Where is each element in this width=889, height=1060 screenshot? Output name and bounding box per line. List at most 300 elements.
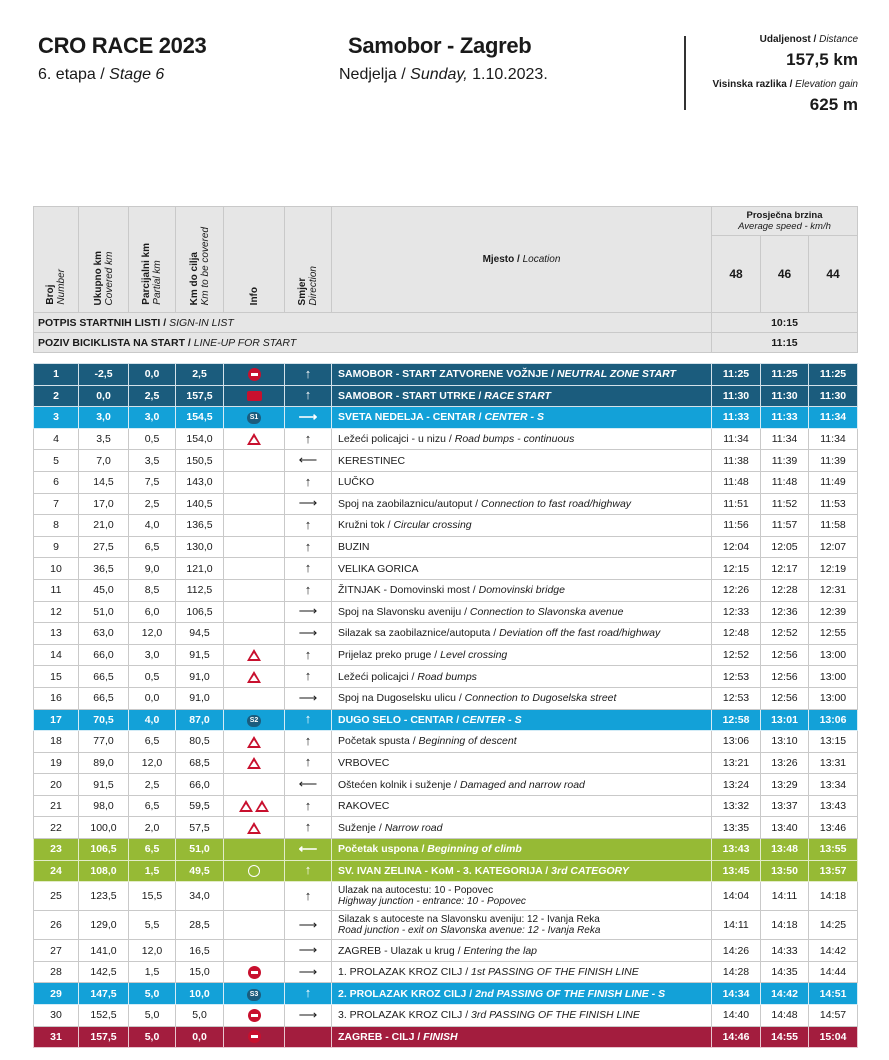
cell-time-44: 13:57 <box>809 860 858 882</box>
cell-covered-km: 142,5 <box>79 961 129 983</box>
cell-direction <box>285 709 332 731</box>
cell-time-44: 11:34 <box>809 428 858 450</box>
cell-location: SV. IVAN ZELINA - KoM - 3. KATEGORIJA / 3rd CATEGORY <box>332 860 712 882</box>
cell-location: VRBOVEC <box>332 752 712 774</box>
cell-info <box>224 774 285 796</box>
cell-direction <box>285 558 332 580</box>
cell-direction <box>285 450 332 472</box>
cell-number: 5 <box>34 450 79 472</box>
cell-partial-km: 0,0 <box>129 687 176 709</box>
cell-partial-km: 3,5 <box>129 450 176 472</box>
cell-partial-km: 3,0 <box>129 644 176 666</box>
cell-direction <box>285 860 332 882</box>
cell-number: 4 <box>34 428 79 450</box>
cell-location: SAMOBOR - START UTRKE / RACE START <box>332 385 712 407</box>
cell-km-to-go: 34,0 <box>176 882 224 911</box>
right-arrow-icon: ⟶ <box>298 916 318 932</box>
cell-direction <box>285 515 332 537</box>
cell-covered-km: 70,5 <box>79 709 129 731</box>
cell-time-48: 12:33 <box>712 601 761 623</box>
speed-46: 46 <box>761 236 809 313</box>
cell-time-46: 11:34 <box>761 428 809 450</box>
cell-time-46: 12:56 <box>761 644 809 666</box>
finish-circle-icon <box>248 1030 261 1043</box>
stage-date: Nedjelja / Sunday, 1.10.2023. <box>339 66 548 83</box>
cell-partial-km: 6,5 <box>129 731 176 753</box>
cell-info <box>224 601 285 623</box>
cell-time-46: 12:17 <box>761 558 809 580</box>
cell-covered-km: 129,0 <box>79 911 129 940</box>
cell-partial-km: 7,5 <box>129 471 176 493</box>
cell-info <box>224 515 285 537</box>
cell-time-44: 14:57 <box>809 1005 858 1027</box>
sign-in-time: 10:15 <box>712 313 858 333</box>
cell-time-46: 13:37 <box>761 795 809 817</box>
up-arrow-icon: ↑ <box>304 365 312 381</box>
up-arrow-icon: ↑ <box>304 538 312 554</box>
cell-covered-km: 14,5 <box>79 471 129 493</box>
table-row <box>34 558 858 580</box>
cell-km-to-go: 106,5 <box>176 601 224 623</box>
col-covered-km: Ukupno km Covered km <box>79 207 129 313</box>
cell-direction <box>285 385 332 407</box>
up-arrow-icon: ↑ <box>304 732 312 748</box>
cell-info <box>224 1005 285 1027</box>
cell-covered-km: 3,5 <box>79 428 129 450</box>
cell-km-to-go: 94,5 <box>176 623 224 645</box>
cell-number: 22 <box>34 817 79 839</box>
cell-time-44: 13:31 <box>809 752 858 774</box>
cell-time-48: 11:51 <box>712 493 761 515</box>
table-row <box>34 515 858 537</box>
cell-info <box>224 961 285 983</box>
cell-time-48: 11:56 <box>712 515 761 537</box>
cell-number: 21 <box>34 795 79 817</box>
cell-time-44: 13:46 <box>809 817 858 839</box>
cell-partial-km: 1,5 <box>129 860 176 882</box>
cell-time-48: 11:30 <box>712 385 761 407</box>
cell-number: 17 <box>34 709 79 731</box>
cell-km-to-go: 157,5 <box>176 385 224 407</box>
right-arrow-icon: ⟶ <box>298 408 318 424</box>
cell-number: 15 <box>34 666 79 688</box>
cell-km-to-go: 5,0 <box>176 1005 224 1027</box>
cell-time-44: 11:49 <box>809 471 858 493</box>
cell-time-44: 14:44 <box>809 961 858 983</box>
cell-info <box>224 536 285 558</box>
cell-time-46: 13:29 <box>761 774 809 796</box>
cell-time-44: 12:19 <box>809 558 858 580</box>
cell-number: 25 <box>34 882 79 911</box>
cell-time-48: 13:24 <box>712 774 761 796</box>
cell-covered-km: 108,0 <box>79 860 129 882</box>
cell-time-46: 13:10 <box>761 731 809 753</box>
cell-time-48: 13:43 <box>712 839 761 861</box>
cell-location: 2. PROLAZAK KROZ CILJ / 2nd PASSING OF THE FINISH LINE - S <box>332 983 712 1005</box>
cell-time-46: 13:40 <box>761 817 809 839</box>
cell-partial-km: 15,5 <box>129 882 176 911</box>
cell-km-to-go: 154,0 <box>176 428 224 450</box>
cell-info <box>224 752 285 774</box>
cell-partial-km: 3,0 <box>129 407 176 429</box>
cell-number: 31 <box>34 1026 79 1048</box>
cell-number: 18 <box>34 731 79 753</box>
col-number: Broj Number <box>34 207 79 313</box>
cell-time-48: 11:38 <box>712 450 761 472</box>
cell-partial-km: 0,0 <box>129 364 176 386</box>
table-row <box>34 983 858 1005</box>
cell-time-44: 11:39 <box>809 450 858 472</box>
cell-time-48: 12:48 <box>712 623 761 645</box>
cell-time-44: 13:15 <box>809 731 858 753</box>
cell-direction <box>285 579 332 601</box>
cell-info <box>224 940 285 962</box>
table-row <box>34 493 858 515</box>
cell-time-46: 11:25 <box>761 364 809 386</box>
cell-time-48: 12:26 <box>712 579 761 601</box>
cell-time-46: 14:35 <box>761 961 809 983</box>
cell-time-44: 12:31 <box>809 579 858 601</box>
finish-circle-icon <box>248 966 261 979</box>
speed-44: 44 <box>809 236 858 313</box>
cell-direction <box>285 666 332 688</box>
cell-number: 23 <box>34 839 79 861</box>
cell-covered-km: 66,0 <box>79 644 129 666</box>
cell-covered-km: 66,5 <box>79 666 129 688</box>
cell-time-46: 12:05 <box>761 536 809 558</box>
cell-time-44: 13:00 <box>809 644 858 666</box>
table-row <box>34 601 858 623</box>
up-arrow-icon: ↑ <box>304 711 312 727</box>
cell-covered-km: 21,0 <box>79 515 129 537</box>
left-arrow-icon: ⟵ <box>298 840 318 856</box>
table-row <box>34 666 858 688</box>
finish-circle-icon <box>248 1009 261 1022</box>
cell-info <box>224 983 285 1005</box>
cell-direction <box>285 731 332 753</box>
warning-triangle-icon <box>247 757 261 769</box>
cell-km-to-go: 51,0 <box>176 839 224 861</box>
table-row <box>34 364 858 386</box>
cell-covered-km: -2,5 <box>79 364 129 386</box>
cell-partial-km: 5,0 <box>129 1026 176 1048</box>
cell-time-48: 13:45 <box>712 860 761 882</box>
up-arrow-icon: ↑ <box>304 646 312 662</box>
cell-time-44: 13:34 <box>809 774 858 796</box>
cell-location: ZAGREB - Ulazak u krug / Entering the lap <box>332 940 712 962</box>
cell-covered-km: 17,0 <box>79 493 129 515</box>
cell-location: Spoj na Dugoselsku ulicu / Connection to Dugoselska street <box>332 687 712 709</box>
cell-time-48: 11:34 <box>712 428 761 450</box>
cell-direction <box>285 1005 332 1027</box>
up-arrow-icon: ↑ <box>304 473 312 489</box>
cell-partial-km: 12,0 <box>129 623 176 645</box>
left-arrow-icon: ⟵ <box>298 452 318 468</box>
table-row <box>34 795 858 817</box>
cell-time-44: 11:34 <box>809 407 858 429</box>
cell-time-44: 14:18 <box>809 882 858 911</box>
table-row <box>34 385 858 407</box>
cell-covered-km: 157,5 <box>79 1026 129 1048</box>
cell-location: ŽITNJAK - Domovinski most / Domovinski bridge <box>332 579 712 601</box>
cell-km-to-go: 154,5 <box>176 407 224 429</box>
cell-time-46: 11:52 <box>761 493 809 515</box>
cell-number: 6 <box>34 471 79 493</box>
cell-number: 3 <box>34 407 79 429</box>
cell-time-46: 14:42 <box>761 983 809 1005</box>
cell-time-44: 13:00 <box>809 666 858 688</box>
cell-km-to-go: 121,0 <box>176 558 224 580</box>
cell-time-46: 11:48 <box>761 471 809 493</box>
cell-time-44: 14:42 <box>809 940 858 962</box>
cell-location: 3. PROLAZAK KROZ CILJ / 3rd PASSING OF THE FINISH LINE <box>332 1005 712 1027</box>
table-row <box>34 536 858 558</box>
cell-location: Ulazak na autocestu: 10 - Popovec Highway junction - entrance: 10 - Popovec <box>332 882 712 911</box>
cell-covered-km: 123,5 <box>79 882 129 911</box>
right-arrow-icon: ⟶ <box>298 495 318 511</box>
table-row <box>34 817 858 839</box>
cell-time-46: 14:11 <box>761 882 809 911</box>
cell-location: 1. PROLAZAK KROZ CILJ / 1st PASSING OF THE FINISH LINE <box>332 961 712 983</box>
cell-info <box>224 385 285 407</box>
cell-direction <box>285 428 332 450</box>
cell-km-to-go: 15,0 <box>176 961 224 983</box>
cell-info <box>224 471 285 493</box>
cell-number: 28 <box>34 961 79 983</box>
cell-partial-km: 4,0 <box>129 709 176 731</box>
cell-partial-km: 5,5 <box>129 911 176 940</box>
up-arrow-icon: ↑ <box>304 668 312 684</box>
cell-time-46: 13:50 <box>761 860 809 882</box>
cell-time-46: 11:30 <box>761 385 809 407</box>
cell-direction <box>285 940 332 962</box>
cell-km-to-go: 87,0 <box>176 709 224 731</box>
cell-km-to-go: 49,5 <box>176 860 224 882</box>
cell-time-44: 15:04 <box>809 1026 858 1048</box>
sign-in-row: POTPIS STARTNIH LISTI / SIGN-IN LIST 10:15 <box>34 313 858 333</box>
cell-time-46: 12:36 <box>761 601 809 623</box>
cell-info <box>224 579 285 601</box>
cell-time-48: 12:53 <box>712 666 761 688</box>
elevation-label: Visinska razlika / Elevation gain <box>712 79 858 90</box>
cell-km-to-go: 57,5 <box>176 817 224 839</box>
cell-covered-km: 89,0 <box>79 752 129 774</box>
cell-time-48: 11:25 <box>712 364 761 386</box>
sprint-badge: S3 <box>247 989 261 1001</box>
cell-direction <box>285 752 332 774</box>
cell-time-48: 12:04 <box>712 536 761 558</box>
col-direction: Smjer Direction <box>285 207 332 313</box>
cell-time-44: 13:06 <box>809 709 858 731</box>
right-arrow-icon: ⟶ <box>298 689 318 705</box>
cell-direction <box>285 1026 332 1048</box>
cell-time-46: 13:01 <box>761 709 809 731</box>
cell-location: DUGO SELO - CENTAR / CENTER - S <box>332 709 712 731</box>
cell-number: 26 <box>34 911 79 940</box>
cell-direction <box>285 961 332 983</box>
cell-number: 16 <box>34 687 79 709</box>
cell-covered-km: 45,0 <box>79 579 129 601</box>
cell-info <box>224 666 285 688</box>
cell-direction <box>285 471 332 493</box>
cell-location: Prijelaz preko pruge / Level crossing <box>332 644 712 666</box>
cell-direction <box>285 644 332 666</box>
cell-location: Spoj na Slavonsku aveniju / Connection to Slavonska avenue <box>332 601 712 623</box>
cell-location: RAKOVEC <box>332 795 712 817</box>
cell-time-48: 13:06 <box>712 731 761 753</box>
cell-km-to-go: 16,5 <box>176 940 224 962</box>
cell-partial-km: 1,5 <box>129 961 176 983</box>
neutral-circle-icon <box>248 368 261 381</box>
col-info: Info <box>224 207 285 313</box>
cell-time-46: 14:18 <box>761 911 809 940</box>
table-row <box>34 428 858 450</box>
cell-km-to-go: 80,5 <box>176 731 224 753</box>
cell-location: Silazak s autoceste na Slavonsku aveniju: 12 - Ivanja Reka Road junction - exit on Slavonska avenue: 12 - Ivanja Reka <box>332 911 712 940</box>
table-row <box>34 839 858 861</box>
cell-covered-km: 36,5 <box>79 558 129 580</box>
table-row <box>34 882 858 911</box>
cell-covered-km: 63,0 <box>79 623 129 645</box>
cell-direction <box>285 601 332 623</box>
speed-48: 48 <box>712 236 761 313</box>
cell-km-to-go: 91,5 <box>176 644 224 666</box>
cell-partial-km: 0,5 <box>129 666 176 688</box>
cell-time-46: 12:56 <box>761 666 809 688</box>
warning-triangle-icon <box>247 671 261 683</box>
cell-time-48: 14:11 <box>712 911 761 940</box>
cell-direction <box>285 839 332 861</box>
cell-covered-km: 106,5 <box>79 839 129 861</box>
race-title: CRO RACE 2023 <box>38 33 207 58</box>
cell-km-to-go: 2,5 <box>176 364 224 386</box>
table-row <box>34 752 858 774</box>
cell-time-44: 12:39 <box>809 601 858 623</box>
cell-time-44: 11:58 <box>809 515 858 537</box>
warning-triangle-icon <box>239 800 253 812</box>
up-arrow-icon: ↑ <box>304 985 312 1001</box>
cell-location: SAMOBOR - START ZATVORENE VOŽNJE / NEUTRAL ZONE START <box>332 364 712 386</box>
table-header <box>34 207 858 313</box>
cell-number: 9 <box>34 536 79 558</box>
cell-info <box>224 428 285 450</box>
cell-km-to-go: 10,0 <box>176 983 224 1005</box>
cell-location: Spoj na zaobilaznicu/autoput / Connection to fast road/highway <box>332 493 712 515</box>
cell-info <box>224 407 285 429</box>
cell-time-44: 11:53 <box>809 493 858 515</box>
cell-partial-km: 2,5 <box>129 385 176 407</box>
cell-direction <box>285 687 332 709</box>
cell-location: KERESTINEC <box>332 450 712 472</box>
cell-km-to-go: 91,0 <box>176 687 224 709</box>
table-row <box>34 579 858 601</box>
cell-partial-km: 12,0 <box>129 752 176 774</box>
table-row <box>34 407 858 429</box>
cell-info <box>224 450 285 472</box>
cell-covered-km: 91,5 <box>79 774 129 796</box>
cell-km-to-go: 143,0 <box>176 471 224 493</box>
cell-time-46: 14:48 <box>761 1005 809 1027</box>
cell-partial-km: 4,0 <box>129 515 176 537</box>
left-arrow-icon: ⟵ <box>298 776 318 792</box>
cell-info <box>224 364 285 386</box>
cell-number: 2 <box>34 385 79 407</box>
cell-partial-km: 2,5 <box>129 774 176 796</box>
kom-icon <box>248 865 260 877</box>
up-arrow-icon: ↑ <box>304 887 312 903</box>
cell-time-44: 13:55 <box>809 839 858 861</box>
cell-partial-km: 6,5 <box>129 839 176 861</box>
cell-km-to-go: 150,5 <box>176 450 224 472</box>
cell-direction <box>285 774 332 796</box>
cell-location: Silazak sa zaobilaznice/autoputa / Deviation off the fast road/highway <box>332 623 712 645</box>
cell-direction <box>285 817 332 839</box>
cell-direction <box>285 407 332 429</box>
cell-km-to-go: 0,0 <box>176 1026 224 1048</box>
up-arrow-icon: ↑ <box>304 819 312 835</box>
cell-covered-km: 77,0 <box>79 731 129 753</box>
cell-location: VELIKA GORICA <box>332 558 712 580</box>
cell-time-44: 14:51 <box>809 983 858 1005</box>
cell-location: LUČKO <box>332 471 712 493</box>
cell-info <box>224 623 285 645</box>
cell-time-46: 12:56 <box>761 687 809 709</box>
table-row <box>34 450 858 472</box>
cell-time-48: 13:21 <box>712 752 761 774</box>
cell-covered-km: 27,5 <box>79 536 129 558</box>
right-arrow-icon: ⟶ <box>298 603 318 619</box>
cell-km-to-go: 91,0 <box>176 666 224 688</box>
cell-info <box>224 558 285 580</box>
elevation-value: 625 m <box>809 95 858 114</box>
distance-label: Udaljenost / Distance <box>759 34 858 45</box>
cell-time-48: 14:34 <box>712 983 761 1005</box>
warning-triangle-icon <box>255 800 269 812</box>
cell-time-44: 13:00 <box>809 687 858 709</box>
table-row <box>34 731 858 753</box>
cell-covered-km: 0,0 <box>79 385 129 407</box>
cell-info <box>224 709 285 731</box>
up-arrow-icon: ↑ <box>304 387 312 403</box>
cell-info <box>224 493 285 515</box>
cell-time-48: 14:40 <box>712 1005 761 1027</box>
cell-direction <box>285 882 332 911</box>
up-arrow-icon: ↑ <box>304 862 312 878</box>
cell-time-46: 12:52 <box>761 623 809 645</box>
cell-time-48: 12:52 <box>712 644 761 666</box>
cell-direction <box>285 364 332 386</box>
line-up-time: 11:15 <box>712 333 858 353</box>
cell-partial-km: 12,0 <box>129 940 176 962</box>
cell-time-44: 11:30 <box>809 385 858 407</box>
cell-info <box>224 882 285 911</box>
table-row <box>34 623 858 645</box>
cell-number: 20 <box>34 774 79 796</box>
up-arrow-icon: ↑ <box>304 581 312 597</box>
sprint-badge: S2 <box>247 715 261 727</box>
cell-partial-km: 6,5 <box>129 795 176 817</box>
right-arrow-icon: ⟶ <box>298 942 318 958</box>
cell-time-48: 14:04 <box>712 882 761 911</box>
cell-location: ZAGREB - CILJ / FINISH <box>332 1026 712 1048</box>
cell-covered-km: 147,5 <box>79 983 129 1005</box>
itinerary-table <box>33 206 858 1048</box>
cell-number: 8 <box>34 515 79 537</box>
cell-partial-km: 0,5 <box>129 428 176 450</box>
table-row <box>34 961 858 983</box>
cell-covered-km: 100,0 <box>79 817 129 839</box>
cell-covered-km: 66,5 <box>79 687 129 709</box>
